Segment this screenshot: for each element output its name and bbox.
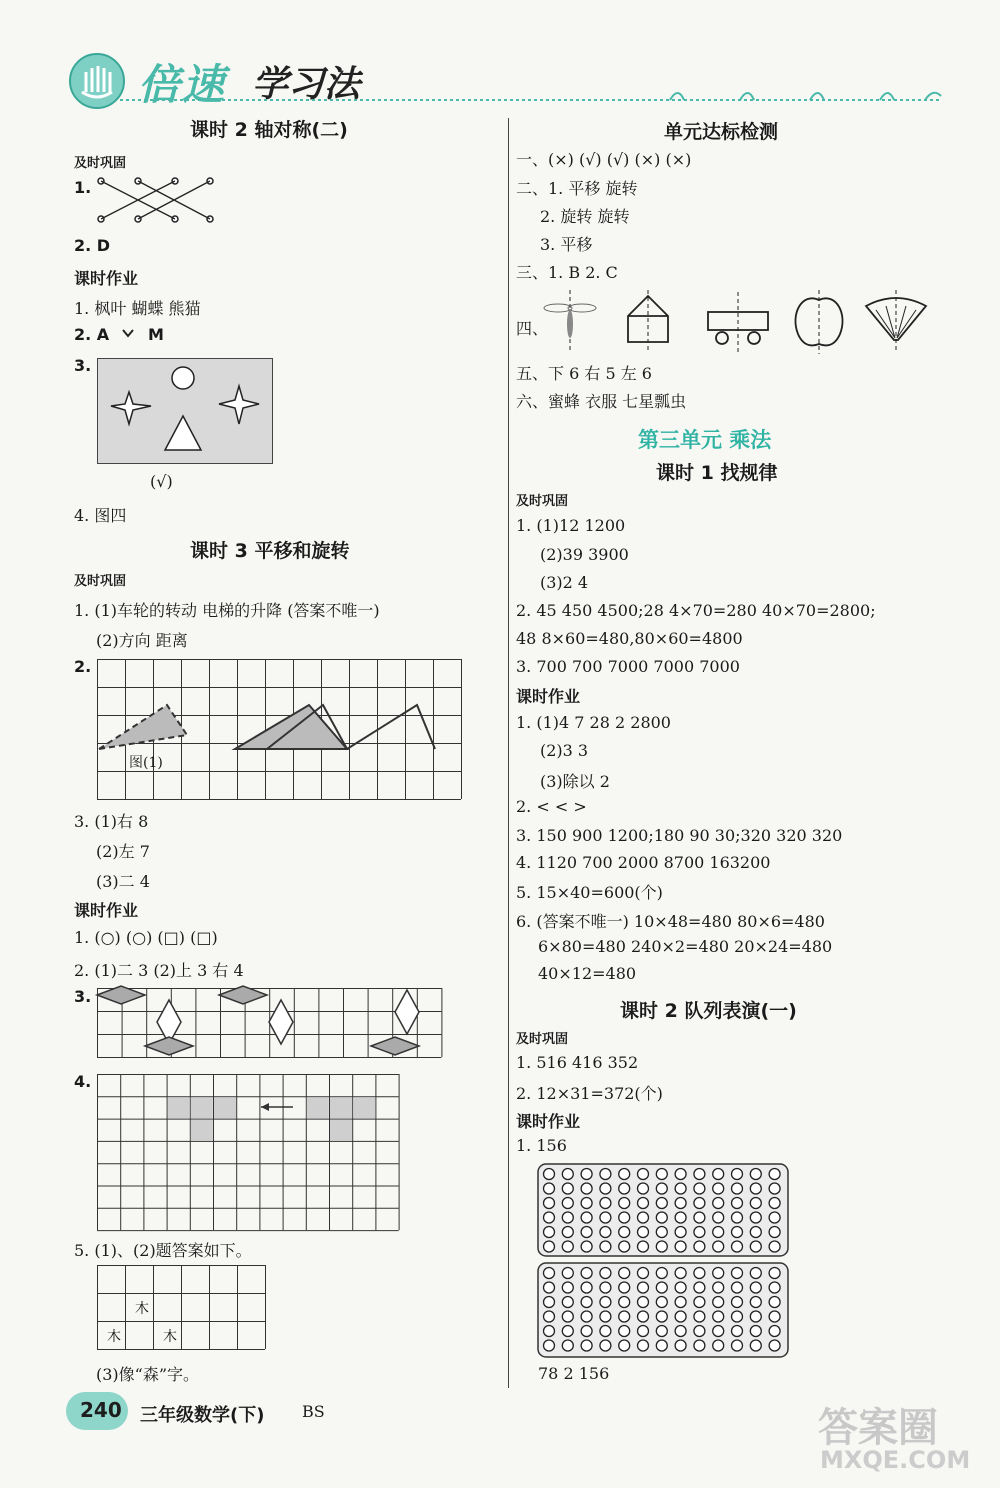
book-title: 三年级数学(下) (140, 1405, 265, 1426)
r2-a: 二、1. 平移 旋转 (516, 179, 638, 198)
section-label-3: 及时巩固 (516, 494, 569, 509)
tree-char-2: 木 (107, 1329, 121, 1345)
page-number: 240 (80, 1398, 122, 1422)
z2-answer: 2. (1)二 3 (2)上 3 右 4 (74, 961, 244, 980)
d1-b: 78 2 156 (538, 1364, 610, 1383)
b3-answer: 3. 150 900 1200;180 90 30;320 320 320 (516, 826, 843, 845)
matching-lines (98, 175, 218, 225)
tree-char-1: 木 (135, 1301, 149, 1317)
grid-figure-label: 图(1) (129, 755, 163, 771)
lesson-2b-title: 课时 2 队列表演(一) (620, 1000, 797, 1022)
tree-char-3: 木 (163, 1329, 177, 1345)
section-label-4: 及时巩固 (516, 1032, 569, 1047)
hw2-b: M (148, 325, 164, 344)
watermark-url: MXQE.COM (820, 1446, 971, 1474)
c1-answer: 1. 516 416 352 (516, 1053, 639, 1072)
a2-b: 48 8×60=480,80×60=4800 (516, 629, 743, 648)
a1-a: 1. (1)12 1200 (516, 516, 626, 535)
z3-number: 3. (74, 987, 92, 1006)
translation-grid (97, 659, 463, 800)
header-rule (120, 80, 950, 110)
p1-a: 1. (1)车轮的转动 电梯的升降 (答案不唯一) (74, 601, 380, 620)
homework-label-2: 课时作业 (74, 901, 139, 920)
watermark-text: 答案圈 (818, 1405, 938, 1451)
diamond-grid (97, 988, 443, 1058)
b6-c: 40×12=480 (538, 964, 637, 983)
symmetry-figure (97, 358, 273, 464)
brand-title-b: 学习法 (252, 64, 361, 105)
homework-label-4: 课时作业 (516, 1112, 581, 1131)
p1-b: (2)方向 距离 (96, 631, 188, 650)
hw4-answer: 4. 图四 (74, 506, 127, 525)
d1-answer: 1. 156 (516, 1136, 567, 1155)
dragonfly-icon (542, 290, 598, 352)
b5-answer: 5. 15×40=600(个) (516, 883, 663, 902)
a1-b: (2)39 3900 (540, 545, 629, 564)
hw3-number: 3. (74, 356, 92, 375)
z5-answer: 5. (1)、(2)题答案如下。 (74, 1241, 252, 1260)
brand-title-a: 倍速 (138, 60, 227, 109)
p3-a: 3. (1)右 8 (74, 812, 149, 831)
logo-icon (68, 52, 126, 110)
r4-label: 四、 (516, 319, 549, 338)
shift-grid (97, 1074, 399, 1230)
b6-a: 6. (答案不唯一) 10×48=480 80×6=480 (516, 912, 825, 931)
z4-number: 4. (74, 1072, 92, 1091)
r1-answer: 一、(×) (√) (√) (×) (×) (516, 150, 692, 169)
dot-array (537, 1163, 791, 1359)
q2-answer: 2. D (74, 236, 111, 255)
z1-answer: 1. (○) (○) (□) (□) (74, 928, 218, 947)
tree-grid (97, 1265, 265, 1349)
z5-c: (3)像“森”字。 (96, 1365, 200, 1384)
b4-answer: 4. 1120 700 2000 8700 163200 (516, 853, 771, 872)
r3-answer: 三、1. B 2. C (516, 263, 618, 282)
b6-b: 6×80=480 240×2=480 20×24=480 (538, 937, 833, 956)
book-edition: BS (302, 1402, 325, 1421)
check-mark: (√) (150, 472, 173, 491)
symbol-y (122, 328, 134, 340)
a3-answer: 3. 700 700 7000 7000 7000 (516, 657, 740, 676)
b1-a: 1. (1)4 7 28 2 2800 (516, 713, 671, 732)
r6-answer: 六、蜜蜂 衣服 七星瓢虫 (516, 392, 687, 411)
r5-answer: 五、下 6 右 5 左 6 (516, 364, 652, 383)
c2-answer: 2. 12×31=372(个) (516, 1084, 663, 1103)
a1-c: (3)2 4 (540, 573, 589, 592)
hw2-a: 2. A (74, 325, 110, 344)
unit-3-title: 第三单元 乘法 (638, 428, 772, 452)
b1-c: (3)除以 2 (540, 772, 610, 791)
section-label-2: 及时巩固 (74, 574, 127, 589)
homework-label-3: 课时作业 (516, 687, 581, 706)
b2-answer: 2. < < > (516, 797, 587, 816)
r2-c: 3. 平移 (540, 235, 593, 254)
lesson-3-title: 课时 3 平移和旋转 (190, 540, 350, 562)
q1-number: 1. (74, 178, 92, 197)
apple-icon (792, 290, 846, 354)
p3-c: (3)二 4 (96, 872, 150, 891)
p2-number: 2. (74, 657, 92, 676)
r2-b: 2. 旋转 旋转 (540, 207, 630, 226)
unit-test-title: 单元达标检测 (664, 121, 779, 143)
a2-answer: 2. 45 450 4500;28 4×70=280 40×70=2800; (516, 601, 876, 620)
homework-label: 课时作业 (74, 269, 139, 288)
cart-icon (706, 292, 770, 352)
section-label: 及时巩固 (74, 156, 127, 171)
column-divider (508, 118, 509, 1388)
fan-icon (864, 290, 928, 352)
p3-b: (2)左 7 (96, 842, 150, 861)
lesson-2-title: 课时 2 轴对称(二) (190, 119, 348, 141)
b1-b: (2)3 3 (540, 741, 589, 760)
hw1-answer: 1. 枫叶 蝴蝶 熊猫 (74, 299, 201, 318)
house-icon (624, 290, 672, 352)
lesson-1-title: 课时 1 找规律 (656, 462, 778, 484)
